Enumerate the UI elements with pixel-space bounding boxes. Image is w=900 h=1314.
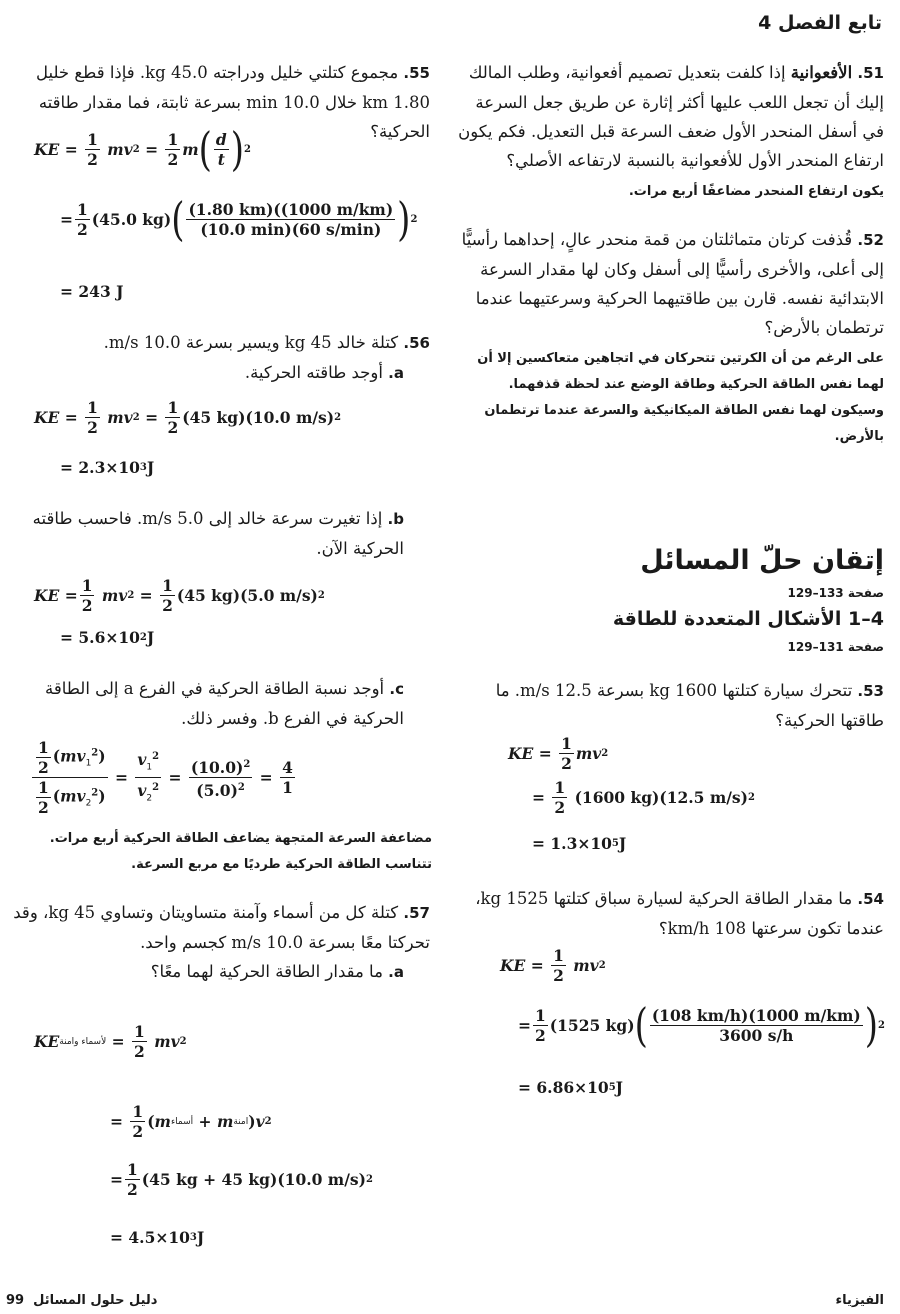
question-number: 55.: [403, 64, 430, 82]
q55-eq1: KE = $\frac{1}{2}$ mv 2 = $\frac{1}{2}$ m ( $\frac{d}{t}$ ) 2: [34, 122, 251, 177]
question-53: [452, 676, 884, 735]
question-53-block: [452, 676, 884, 735]
question-number: 57.: [403, 904, 430, 922]
q57-eq1: KE لأسماء وامنة = $\frac{1}{2}$ mv 2: [34, 1022, 187, 1061]
result-exponent: 5: [611, 838, 619, 849]
chapter-header: تابع الفصل 4: [758, 12, 882, 34]
question-number: 52.: [857, 231, 884, 249]
footer-left: [6, 1293, 157, 1308]
q53-values: (1600 kg)(12.5 m/s): [574, 788, 748, 807]
question-57: [4, 898, 430, 957]
q54-result: [518, 1078, 623, 1097]
q56a-result: [60, 458, 154, 477]
section-title: 4–1 الأشكال المتعددة للطاقة: [612, 608, 884, 630]
section-pages: صفحة 131–129: [787, 640, 884, 654]
result-exponent: 2: [139, 632, 147, 643]
ratio-denominator: (5.0): [196, 781, 238, 801]
question-text: قُذفت كرتان متماثلتان من قمة منحدر عالٍ، إحداهما رأسيًّا إلى أعلى، والأخرى رأسيًّا إلى أسفل وكان لها مقدار السرعة الابتدائية نفسه. قارن بين طاقتيهما الحركية وسرعتيهما عندما ترتطمان بالأرض؟: [461, 230, 884, 337]
q56b-result: [60, 628, 154, 647]
mastery-pages: صفحة 133–129: [787, 586, 884, 600]
result-exponent: 5: [608, 1082, 616, 1093]
result-value: = 4.5×10: [110, 1228, 190, 1247]
question-56c-block: [4, 674, 430, 733]
question-56: [4, 328, 430, 358]
q56b-eq: KE = $\frac{1}{2}$ mv 2 = $\frac{1}{2}$ (45 kg)(5.0 m/s) 2: [34, 576, 325, 615]
part-label: c.: [389, 680, 404, 698]
mass-subscript-1: أسماء: [170, 1116, 194, 1127]
question-text: تتحرك سيارة كتلتها 1600 kg بسرعة 12.5 m/s. ما طاقتها الحركية؟: [495, 681, 884, 730]
page-number: 99: [6, 1293, 25, 1308]
question-54-block: [452, 884, 884, 943]
question-number: 53.: [857, 682, 884, 700]
q57-eq3: = $\frac{1}{2}$ (45 kg + 45 kg)(10.0 m/s) 2: [110, 1160, 373, 1199]
question-number: 51.: [857, 64, 884, 82]
q55-numerator: (1.80 km)((1000 m/km): [188, 200, 394, 219]
q53-result: [532, 834, 626, 853]
question-56a: [4, 358, 430, 388]
q53-eq2: = $\frac{1}{2}$ (1600 kg)(12.5 m/s) 2: [532, 778, 755, 817]
result-unit: J: [615, 1078, 624, 1097]
question-56c: [4, 674, 430, 733]
mass-subscript-2: امنة: [233, 1116, 249, 1127]
q55-mass: (45.0 kg): [91, 210, 172, 229]
q55-result: [60, 282, 123, 301]
q57-values: (45 kg + 45 kg)(10.0 m/s): [141, 1170, 366, 1189]
question-text: مجموع كتلتي خليل ودراجته 45.0 kg. فإذا قطع خليل 1.80 km خلال 10.0 min بسرعة ثابتة، فما مقدار طاقته الحركية؟: [36, 63, 430, 141]
question-text: كتلة خالد 45 kg ويسير بسرعة 10.0 m/s.: [103, 333, 399, 352]
ratio-result-den: 1: [282, 778, 293, 797]
part-text: أوجد نسبة الطاقة الحركية في الفرع a إلى الطاقة الحركية في الفرع b. وفسر ذلك.: [45, 679, 404, 728]
ratio-numerator: (10.0): [190, 758, 244, 777]
result-exponent: 3: [189, 1232, 197, 1243]
answer-51: يكون ارتفاع المنحدر مضاعفًا أربع مرات.: [628, 184, 884, 199]
q56a-eq: KE = $\frac{1}{2}$ mv 2 = $\frac{1}{2}$ (45 kg)(10.0 m/s) 2: [34, 398, 342, 437]
result-exponent: 3: [139, 462, 147, 473]
q56c-eq: $\frac{1}{2}$ $(mv_1^2)$ $\frac{1}{2}$ $(mv_2^2)$ = $\frac{v_1^2}{v_2^2}$ = $\frac{(10.0)^2}{(5.0)^2}$ = $\frac{4}{1}$: [30, 738, 297, 817]
result-unit: J: [196, 1228, 205, 1247]
result-value: = 2.3×10: [60, 458, 140, 477]
result-unit: J: [146, 628, 155, 647]
question-52: [452, 225, 884, 342]
q57-eq2: = $\frac{1}{2}$ ( m أسماء + m امنة ) v 2: [110, 1102, 272, 1141]
answer-52: على الرغم من أن الكرتين تتحركان في اتجاهين متعاكسين إلا أن لهما نفس الطاقة الحركية وطاقة الوضع عند لحظة قذفهما. وسيكون لهما نفس الطاقة الميكانيكية والسرعة عندما ترتطمان بالأرض.: [477, 351, 884, 444]
footer-guide-title: دليل حلول المسائل: [33, 1293, 158, 1308]
result-unit: J: [618, 834, 627, 853]
q53-eq1: KE = $\frac{1}{2}$ mv 2: [508, 734, 609, 773]
question-text: إذا كلفت بتعديل تصميم أفعوانية، وطلب المالك إليك أن تجعل اللعب عليها أكثر إثارة عن طريق جعل السرعة في أسفل المنحدر الأول ضعف السرعة قبل التعديل. فكم يكون ارتفاع المنحدر الأول للأفعوانية بالنسبة لارتفاعه الأصلي؟: [458, 63, 884, 170]
right-column: [452, 58, 884, 450]
q55-denominator: (10.0 min)(60 s/min): [200, 220, 382, 239]
part-label: a.: [388, 364, 404, 382]
q57-result: [110, 1228, 204, 1247]
result-unit: J: [146, 458, 155, 477]
question-56b: [4, 504, 430, 563]
question-54: [452, 884, 884, 943]
mastery-title: إتقان حلّ المسائل: [640, 545, 884, 576]
result-value: = 5.6×10: [60, 628, 140, 647]
q54-eq2: = $\frac{1}{2}$ (1525 kg) ( $\frac{(108 km/h)(1000 m/km)}{3600 s/h}$ ) 2: [518, 998, 885, 1053]
result-value: = 1.3×10: [532, 834, 612, 853]
part-label: a.: [388, 963, 404, 981]
ratio-result-num: 4: [282, 758, 293, 777]
result-value: = 243 J: [60, 282, 124, 301]
question-57-block: [4, 898, 430, 987]
answer-56c: مضاعفة السرعة المتجهة يضاعف الطاقة الحركية أربع مرات. تتناسب الطاقة الحركية طرديًا مع مربع السرعة.: [49, 831, 432, 872]
footer-subject: الفيزياء: [835, 1293, 884, 1308]
question-56-block: [4, 328, 430, 388]
q54-denominator: 3600 s/h: [719, 1026, 794, 1045]
question-number: 54.: [857, 890, 884, 908]
question-56b-block: [4, 504, 430, 563]
question-51: [452, 58, 884, 175]
part-text: ما مقدار الطاقة الحركية لهما معًا؟: [150, 962, 383, 981]
q56b-values: (45 kg)(5.0 m/s): [176, 586, 318, 605]
part-text: أوجد طاقته الحركية.: [244, 363, 383, 382]
question-text: كتلة كل من أسماء وآمنة متساويتان وتساوي 45 kg، وقد تحركتا معًا بسرعة 10.0 m/s كجسم واحد.: [13, 903, 430, 952]
question-keyword: الأفعوانية: [790, 63, 853, 82]
question-57a: [4, 957, 430, 987]
q54-eq1: KE = $\frac{1}{2}$ mv 2: [500, 946, 606, 985]
q54-numerator: (108 km/h)(1000 m/km): [651, 1006, 861, 1025]
q56a-values: (45 kg)(10.0 m/s): [182, 408, 335, 427]
ke-subscript: لأسماء وامنة: [59, 1036, 107, 1047]
answer-56c-block: [4, 822, 432, 878]
q55-eq2: = $\frac{1}{2}$ (45.0 kg) ( $\frac{(1.80 km)((1000 m/km)}{(10.0 \min)(60 s/\min)}$ ) 2: [60, 192, 418, 247]
part-label: b.: [387, 510, 404, 528]
question-number: 56.: [403, 334, 430, 352]
result-value: = 6.86×10: [518, 1078, 609, 1097]
q54-mass: (1525 kg): [549, 1016, 635, 1035]
part-text: إذا تغيرت سرعة خالد إلى 5.0 m/s. فاحسب طاقته الحركية الآن.: [32, 509, 404, 558]
question-text: ما مقدار الطاقة الحركية لسيارة سباق كتلتها 1525 kg، عندما تكون سرعتها 108 km/h؟: [475, 889, 884, 938]
